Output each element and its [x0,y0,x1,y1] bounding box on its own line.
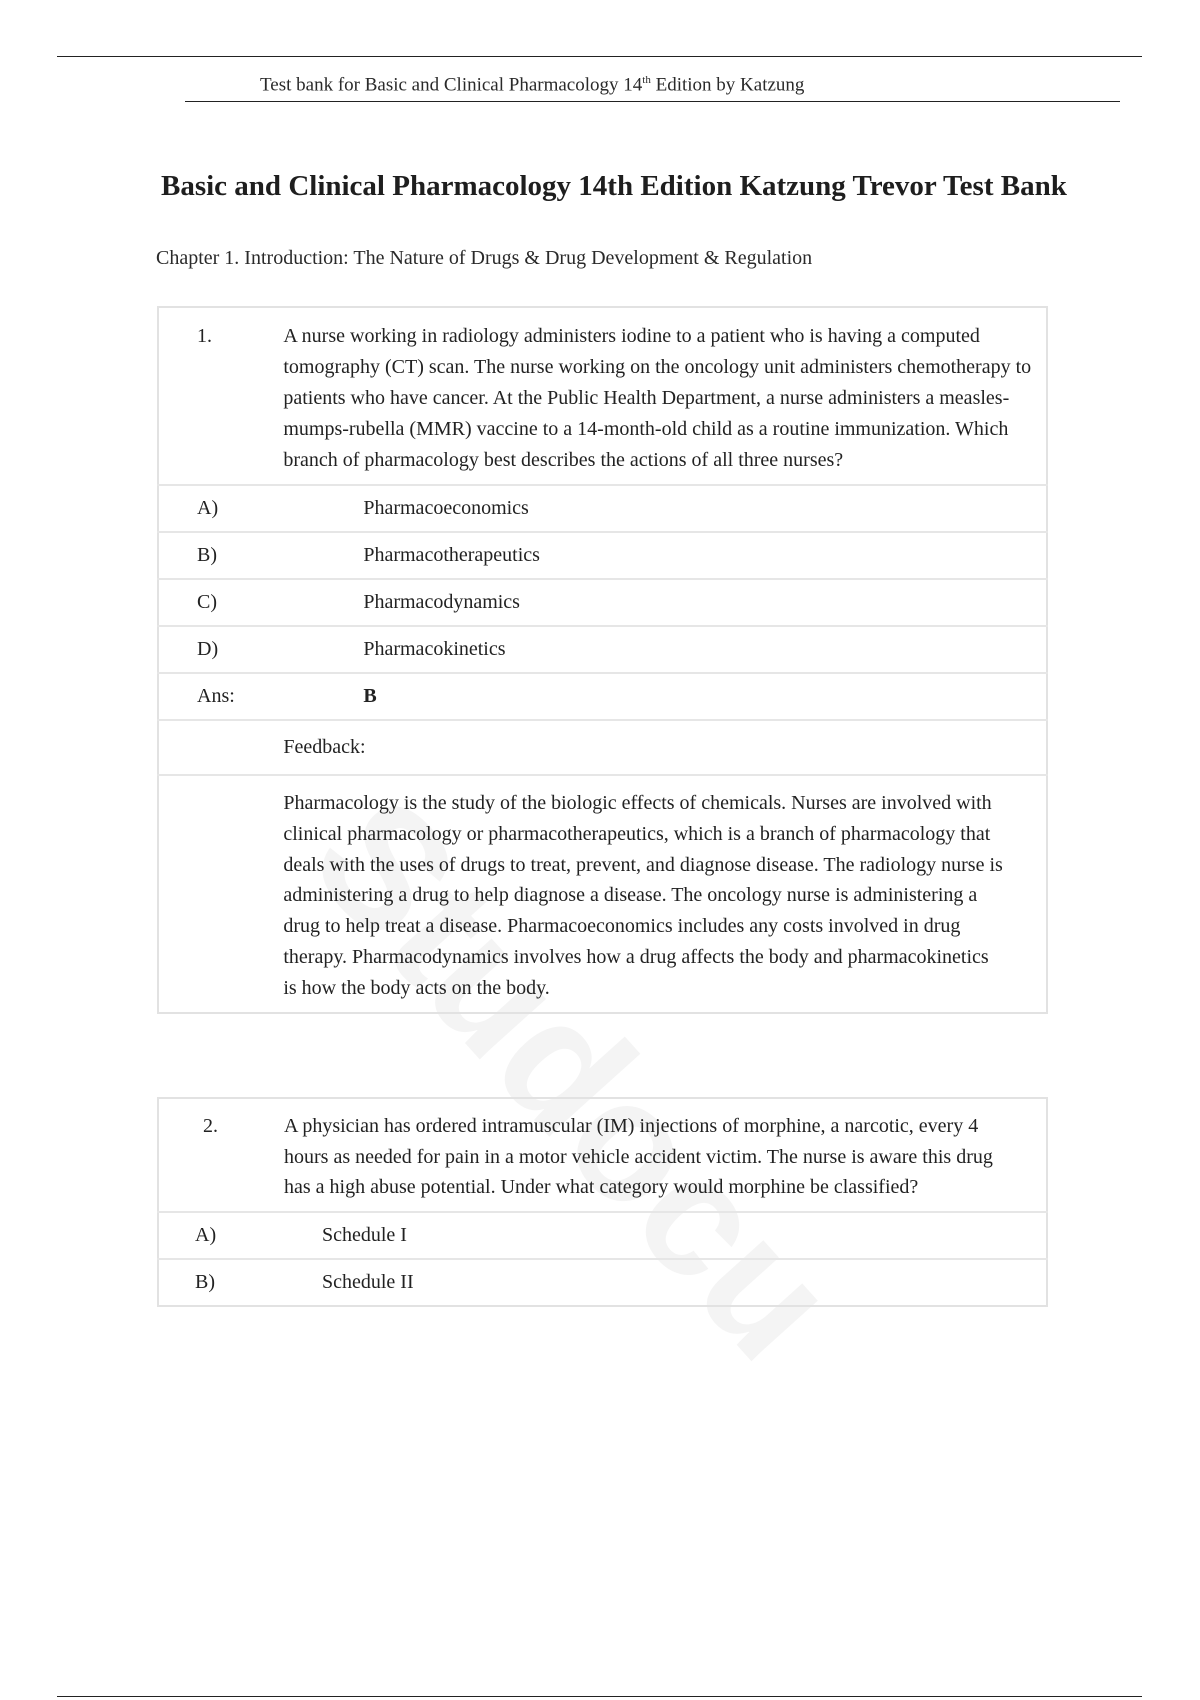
option-label: C) [158,579,283,626]
question-2-number: 2. [203,1115,218,1137]
top-rule [57,56,1142,57]
question-1-answer-row [158,673,1047,720]
empty-cell [158,775,283,1013]
option-label: A) [158,1212,284,1259]
question-1-number: 1. [197,325,212,347]
running-header-superscript: th [642,74,651,86]
question-1-stem-row [158,307,1047,485]
feedback-label: Feedback: [283,720,1047,775]
running-header-text [260,74,804,96]
option-label: D) [158,626,283,673]
document-title: Basic and Clinical Pharmacology 14th Edition Katzung Trevor Test Bank [161,170,1067,202]
option-text: Pharmacodynamics [283,579,1047,626]
option-label: B) [158,1259,284,1306]
question-1-table [157,306,1048,1014]
answer-value: B [283,673,1047,720]
empty-cell [158,720,283,775]
option-text: Pharmacotherapeutics [283,532,1047,579]
bottom-rule [57,1696,1142,1697]
question-2-option-b-row [158,1259,1047,1306]
option-text: Pharmacoeconomics [283,485,1047,532]
question-1-feedback-label-row [158,720,1047,775]
option-text: Schedule II [284,1259,1047,1306]
option-text: Schedule I [284,1212,1047,1259]
running-header [185,72,1120,102]
running-header-suffix: Edition by Katzung [650,74,805,96]
question-1-stem: A nurse working in radiology administers iodine to a patient who is having a computed tomography (CT) scan. The nurse working on the oncology unit administers chemotherapy to patients who have cancer. At the Public Health Department, a nurse administers a measles-mumps-rubella (MMR) vaccine to a 14-month-old child as a routine immunization. Which branch of pharmacology best describes the actions of all three nurses? [283,325,1032,471]
question-1-option-a-row [158,485,1047,532]
question-1-option-c-row [158,579,1047,626]
question-1-feedback-row [158,775,1047,1013]
question-2-option-a-row [158,1212,1047,1259]
question-2-stem-row [158,1098,1047,1212]
question-2-stem: A physician has ordered intramuscular (IM) injections of morphine, a narcotic, every 4 hours as needed for pain in a motor vehicle accident victim. The nurse is aware this drug has a high abuse potential. Under what category would morphine be classified? [284,1115,993,1198]
option-label: B) [158,532,283,579]
answer-label: Ans: [158,673,283,720]
question-1-option-d-row [158,626,1047,673]
question-1-option-b-row [158,532,1047,579]
feedback-text: Pharmacology is the study of the biologic effects of chemicals. Nurses are involved with clinical pharmacology or pharmacotherapeutics, which is a branch of pharmacology that deals with the uses of drugs to treat, prevent, and diagnose disease. The radiology nurse is administering a drug to help diagnose a disease. The oncology nurse is administering a drug to help treat a disease. Pharmacoeconomics includes any costs involved in drug therapy. Pharmacodynamics involves how a drug affects the body and pharmacokinetics is how the body acts on the body. [283,775,1047,1013]
chapter-heading: Chapter 1. Introduction: The Nature of Drugs & Drug Development & Regulation [156,247,813,269]
option-label: A) [158,485,283,532]
running-header-prefix: Test bank for Basic and Clinical Pharmacology 14 [260,74,643,96]
question-2-table [157,1097,1048,1307]
option-text: Pharmacokinetics [283,626,1047,673]
